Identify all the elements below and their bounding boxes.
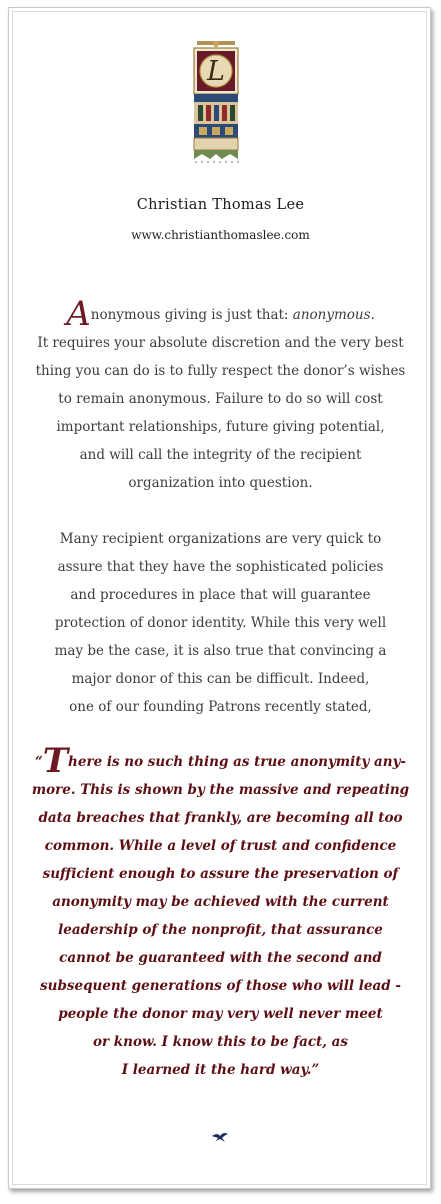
paragraph-line: Many recipient organizations are very quick to [59, 531, 382, 547]
paragraph-line: thing you can do is to fully respect the donor’s wishes [35, 363, 406, 379]
letter-l-logo-icon [190, 40, 242, 164]
logo-letter: L [207, 56, 225, 87]
quote-line: anonymity may be achieved with the current [52, 894, 389, 910]
paragraph-recipient-organizations [0, 525, 441, 721]
quote-first-line [0, 741, 441, 781]
quote-line: leadership of the nonprofit, that assurance [58, 922, 383, 938]
quote-line: common. While a level of trust and confidence [44, 838, 397, 854]
quote-line: or know. I know this to be fact, as [92, 1034, 349, 1050]
open-quote-mark: “ [34, 754, 43, 770]
quote-line: sufficient enough to assure the preservation of [42, 866, 399, 882]
first-line-text: nonymous giving is just that: [90, 307, 293, 323]
paragraph-line: may be the case, it is also true that convincing a [54, 643, 387, 659]
swallow-bird-icon [211, 1131, 229, 1143]
paragraph-first-line [0, 294, 441, 334]
patron-quote [0, 741, 441, 1084]
emphasis-word: anonymous [292, 307, 371, 323]
quote-first-line-text: here is no such thing as true anonymity any- [68, 754, 407, 770]
author-name: Christian Thomas Lee [136, 197, 305, 213]
website-url[interactable]: www.christianthomaslee.com [131, 228, 310, 242]
first-line-end: . [370, 307, 375, 323]
paragraph-line: and procedures in place that will guarantee [70, 587, 371, 603]
paragraph-line: and will call the integrity of the recipient [79, 447, 362, 463]
quote-line: people the donor may very well never meet [58, 1006, 383, 1022]
paragraph-line: important relationships, future giving potential, [56, 419, 385, 435]
paragraph-line: major donor of this can be difficult. Indeed, [71, 671, 370, 687]
quote-line: subsequent generations of those who will lead - [40, 978, 401, 994]
drop-cap-letter: A [66, 294, 91, 334]
quote-drop-cap: T [42, 741, 69, 781]
quote-line: more. This is shown by the massive and repeating [31, 782, 410, 798]
quote-line: data breaches that frankly, are becoming all too [38, 810, 403, 826]
quote-line: cannot be guaranteed with the second and [59, 950, 382, 966]
paragraph-line: protection of donor identity. While this very well [54, 615, 387, 631]
quote-line: I learned it the hard way.” [121, 1062, 320, 1078]
paragraph-line: to remain anonymous. Failure to do so will cost [58, 391, 383, 407]
paragraph-line: organization into question. [128, 475, 313, 491]
paragraph-anonymous-giving [0, 294, 441, 497]
paragraph-line: assure that they have the sophisticated policies [57, 559, 384, 575]
paragraph-line: one of our founding Patrons recently stated, [69, 699, 372, 715]
paragraph-line: It requires your absolute discretion and the very best [37, 335, 404, 351]
